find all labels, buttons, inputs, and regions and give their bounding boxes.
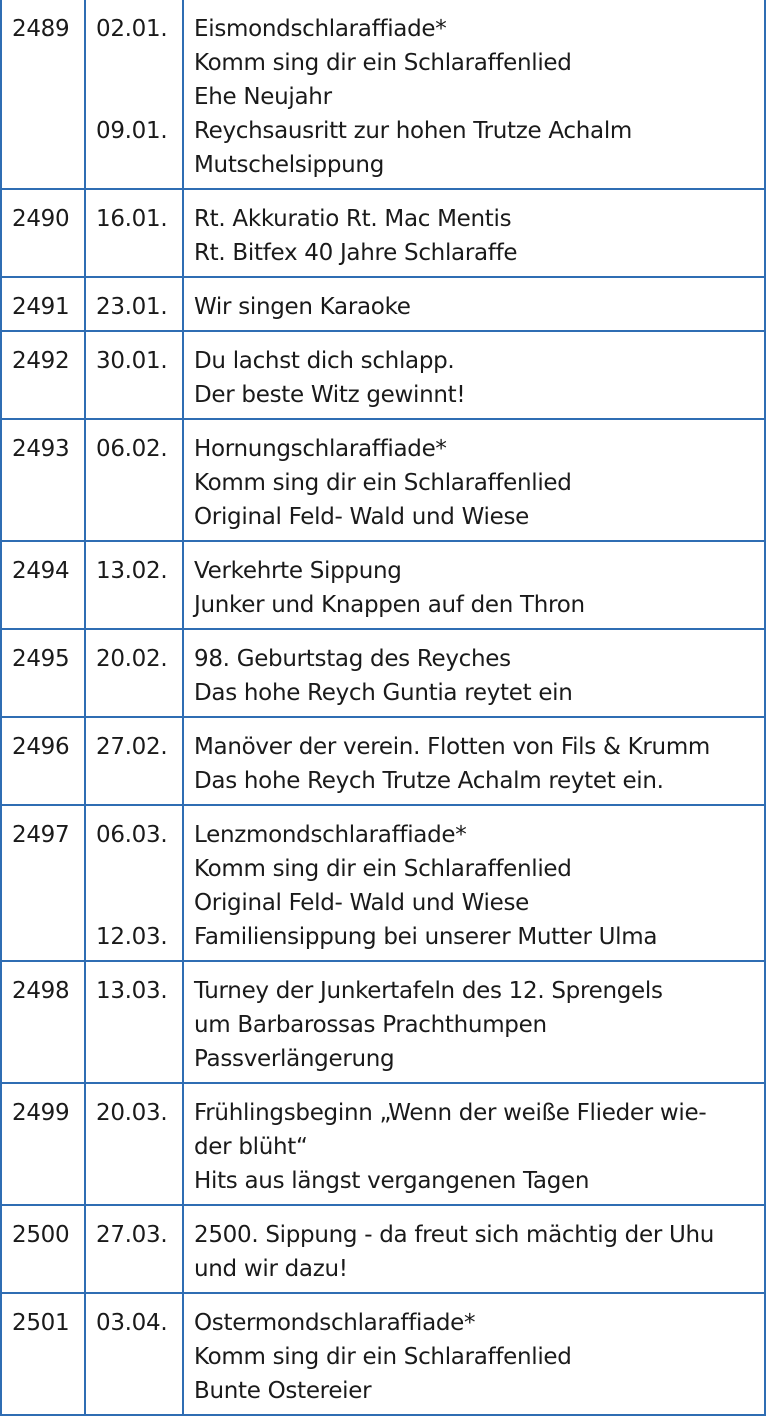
event-line: Du lachst dich schlapp. (194, 348, 455, 374)
date-line: 27.03. (96, 1222, 168, 1248)
event-line: der blüht“ (194, 1134, 308, 1160)
event-cell (183, 331, 765, 419)
date-cell (85, 1293, 183, 1415)
event-cell (183, 805, 765, 961)
event-line: Reychsausritt zur hohen Trutze Achalm (194, 118, 633, 144)
event-cell (183, 189, 765, 277)
table-row (1, 331, 765, 419)
event-line: und wir dazu! (194, 1256, 348, 1282)
event-cell (183, 541, 765, 629)
date-line: 13.03. (96, 978, 168, 1004)
date-cell (85, 419, 183, 541)
date-line: 23.01. (96, 294, 168, 320)
date-cell (85, 629, 183, 717)
table-row (1, 189, 765, 277)
table-row (1, 961, 765, 1083)
date-cell (85, 541, 183, 629)
sippung-number: 2501 (1, 1293, 85, 1415)
date-line: 02.01. (96, 16, 168, 42)
table-row (1, 0, 765, 189)
event-line: Turney der Junkertafeln des 12. Sprengels (194, 978, 663, 1004)
event-line: Junker und Knappen auf den Thron (194, 592, 585, 618)
event-line: Komm sing dir ein Schlaraffenlied (194, 470, 572, 496)
event-line: Ostermondschlaraffiade* (194, 1310, 476, 1336)
event-line: Komm sing dir ein Schlaraffenlied (194, 1344, 572, 1370)
table-row (1, 805, 765, 961)
table-row (1, 717, 765, 805)
event-line: 2500. Sippung - da freut sich mächtig der Uhu (194, 1222, 715, 1248)
event-cell (183, 1083, 765, 1205)
date-cell (85, 189, 183, 277)
date-line (96, 378, 182, 412)
date-cell (85, 1205, 183, 1293)
sippung-number: 2497 (1, 805, 85, 961)
date-line: 30.01. (96, 348, 168, 374)
date-line: 09.01. (96, 118, 168, 144)
event-line: Hits aus längst vergangenen Tagen (194, 1168, 590, 1194)
event-cell (183, 961, 765, 1083)
sippung-number: 2493 (1, 419, 85, 541)
event-line: Original Feld- Wald und Wiese (194, 504, 529, 530)
event-line: Komm sing dir ein Schlaraffenlied (194, 856, 572, 882)
date-cell (85, 0, 183, 189)
event-line: Das hohe Reych Guntia reytet ein (194, 680, 573, 706)
event-line: Passverlängerung (194, 1046, 395, 1072)
event-line: Eismondschlaraffiade* (194, 16, 447, 42)
event-line: Verkehrte Sippung (194, 558, 402, 584)
sippung-number: 2490 (1, 189, 85, 277)
event-line: Der beste Witz gewinnt! (194, 382, 466, 408)
date-line (96, 886, 182, 920)
date-line (96, 46, 182, 80)
table-row (1, 1293, 765, 1415)
event-line: Rt. Bitfex 40 Jahre Schlaraffe (194, 240, 518, 266)
date-line (96, 764, 182, 798)
event-line: Lenzmondschlaraffiade* (194, 822, 467, 848)
table-row (1, 541, 765, 629)
date-line (96, 1374, 182, 1408)
date-cell (85, 1083, 183, 1205)
event-line: 98. Geburtstag des Reyches (194, 646, 511, 672)
event-cell (183, 717, 765, 805)
date-line: 13.02. (96, 558, 168, 584)
event-line: Das hohe Reych Trutze Achalm reytet ein. (194, 768, 664, 794)
event-line: Hornungschlaraffiade* (194, 436, 447, 462)
date-cell (85, 717, 183, 805)
date-cell (85, 961, 183, 1083)
date-line (96, 500, 182, 534)
event-cell (183, 1205, 765, 1293)
event-line: Frühlingsbeginn „Wenn der weiße Flieder wie- (194, 1100, 707, 1126)
table-row (1, 629, 765, 717)
date-line (96, 1164, 182, 1198)
event-cell (183, 629, 765, 717)
event-cell (183, 1293, 765, 1415)
event-line: Ehe Neujahr (194, 84, 332, 110)
sippung-number: 2495 (1, 629, 85, 717)
event-line: Manöver der verein. Flotten von Fils & Krumm (194, 734, 711, 760)
date-line: 06.02. (96, 436, 168, 462)
sippung-number: 2491 (1, 277, 85, 331)
event-line: Rt. Akkuratio Rt. Mac Mentis (194, 206, 512, 232)
event-line: Mutschelsippung (194, 152, 385, 178)
sippung-number: 2499 (1, 1083, 85, 1205)
date-line (96, 1130, 182, 1164)
table-row (1, 1083, 765, 1205)
sippung-number: 2492 (1, 331, 85, 419)
date-line (96, 1008, 182, 1042)
date-line (96, 588, 182, 622)
event-line: Familiensippung bei unserer Mutter Ulma (194, 924, 658, 950)
date-line (96, 676, 182, 710)
date-line (96, 1042, 182, 1076)
date-line (96, 466, 182, 500)
date-line (96, 1340, 182, 1374)
date-line (96, 80, 182, 114)
date-line: 03.04. (96, 1310, 168, 1336)
date-line (96, 1252, 182, 1286)
event-cell (183, 277, 765, 331)
event-line: um Barbarossas Prachthumpen (194, 1012, 547, 1038)
sippung-number: 2500 (1, 1205, 85, 1293)
event-cell (183, 419, 765, 541)
sippung-number: 2496 (1, 717, 85, 805)
event-line: Bunte Ostereier (194, 1378, 372, 1404)
table-row (1, 1205, 765, 1293)
date-line (96, 148, 182, 182)
date-cell (85, 277, 183, 331)
schedule-body (1, 0, 765, 1415)
event-line: Wir singen Karaoke (194, 294, 411, 320)
date-line: 12.03. (96, 924, 168, 950)
date-line: 06.03. (96, 822, 168, 848)
sippung-number: 2489 (1, 0, 85, 189)
table-row (1, 419, 765, 541)
sippung-number: 2498 (1, 961, 85, 1083)
date-line: 20.02. (96, 646, 168, 672)
date-cell (85, 331, 183, 419)
date-cell (85, 805, 183, 961)
event-line: Komm sing dir ein Schlaraffenlied (194, 50, 572, 76)
table-row (1, 277, 765, 331)
date-line: 20.03. (96, 1100, 168, 1126)
event-cell (183, 0, 765, 189)
date-line (96, 236, 182, 270)
date-line: 16.01. (96, 206, 168, 232)
sippung-number: 2494 (1, 541, 85, 629)
event-line: Original Feld- Wald und Wiese (194, 890, 529, 916)
date-line: 27.02. (96, 734, 168, 760)
date-line (96, 852, 182, 886)
